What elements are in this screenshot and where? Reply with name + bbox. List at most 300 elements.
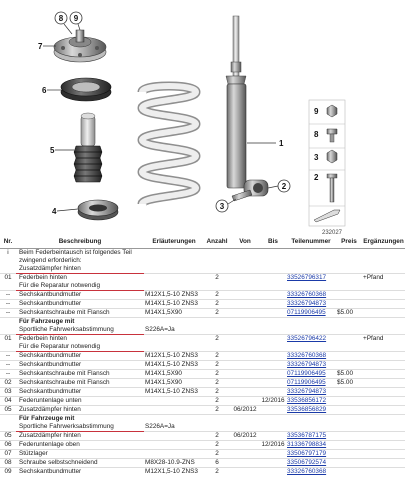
table-row — [0, 423, 405, 432]
row-from — [230, 458, 260, 467]
header-explanations: Erläuterungen — [144, 237, 204, 248]
row-supplement — [362, 467, 405, 476]
exploded-parts-diagram — [0, 0, 405, 236]
row-to — [260, 449, 286, 458]
table-row[interactable] — [0, 308, 405, 317]
row-price: $5.00 — [336, 369, 362, 378]
row-quantity: 6 — [204, 458, 230, 467]
row-quantity: 2 — [204, 351, 230, 360]
row-description: Sechskantschraube mit Flansch — [16, 308, 144, 317]
row-description: Zusatzdämpfer hinten — [16, 431, 144, 440]
row-supplement — [362, 414, 405, 423]
row-part-number[interactable]: 33536787175 — [286, 431, 336, 440]
row-description: Sportliche Fahrwerksabstimmung — [16, 423, 144, 432]
hardware-legend-panel — [309, 100, 345, 226]
svg-text:2: 2 — [281, 182, 287, 191]
row-from — [230, 334, 260, 343]
table-row[interactable] — [0, 360, 405, 369]
row-part-number — [286, 343, 336, 352]
row-from — [230, 360, 260, 369]
lower-spring-seat-part — [78, 200, 118, 220]
row-explanation: M14X1,5-10 ZNS3 — [144, 299, 204, 308]
row-supplement — [362, 326, 405, 335]
table-row — [0, 414, 405, 423]
row-number: -- — [0, 299, 16, 308]
row-explanation: S226A=Ja — [145, 422, 175, 430]
row-description: Zusatzdämpfer hinten — [16, 265, 144, 274]
row-to — [260, 265, 286, 274]
row-number — [0, 414, 16, 423]
row-part-number — [286, 257, 336, 265]
row-supplement — [362, 369, 405, 378]
row-number: -- — [0, 290, 16, 299]
table-header-row — [0, 237, 405, 248]
row-explanation — [144, 248, 204, 257]
row-number: 08 — [0, 458, 16, 467]
row-supplement — [362, 265, 405, 274]
callout-6 — [42, 86, 61, 95]
row-number: i — [7, 248, 9, 256]
row-from — [230, 317, 260, 326]
table-row — [0, 257, 405, 265]
row-description: Beim Federbeintausch ist folgendes Teil — [19, 248, 132, 256]
row-to — [260, 423, 286, 432]
table-row[interactable] — [0, 405, 405, 414]
svg-text:1: 1 — [279, 139, 284, 148]
row-quantity — [204, 265, 230, 274]
row-number — [0, 265, 16, 274]
table-row — [0, 265, 405, 274]
row-number: -- — [0, 351, 16, 360]
callout-1 — [247, 139, 284, 148]
row-price — [336, 248, 362, 257]
row-explanation — [144, 405, 204, 414]
row-quantity — [204, 257, 230, 265]
row-explanation — [144, 282, 204, 291]
row-from — [230, 369, 260, 378]
row-part-number[interactable]: 33506792574 — [286, 458, 336, 467]
row-price — [336, 458, 362, 467]
callout-7 — [38, 42, 56, 51]
row-quantity: 2 — [204, 431, 230, 440]
table-row[interactable] — [0, 387, 405, 396]
row-description: Sechskantbundmutter — [16, 387, 144, 396]
parts-table-body — [0, 248, 405, 476]
row-to — [260, 290, 286, 299]
row-quantity: 2 — [204, 334, 230, 343]
row-description: Sechskantbundmutter — [16, 360, 144, 369]
upper-spring-seat-part — [61, 78, 111, 101]
row-part-number[interactable]: 07119906495 — [286, 308, 336, 317]
row-explanation — [144, 257, 204, 265]
row-number: 02 — [0, 378, 16, 387]
row-supplement — [362, 257, 405, 265]
row-part-number — [286, 317, 336, 326]
row-explanation: M14X1,5-10 ZNS3 — [144, 387, 204, 396]
callout-2 — [268, 180, 290, 192]
row-price — [336, 343, 362, 352]
row-from — [230, 440, 260, 449]
row-supplement — [362, 378, 405, 387]
row-supplement — [362, 351, 405, 360]
row-number — [0, 317, 16, 326]
table-row[interactable] — [0, 299, 405, 308]
row-price — [336, 351, 362, 360]
row-from — [230, 273, 260, 282]
row-quantity: 2 — [204, 405, 230, 414]
row-from — [230, 378, 260, 387]
row-description: Sportliche Fahrwerksabstimmung — [16, 326, 144, 335]
row-from — [230, 396, 260, 405]
row-price — [336, 273, 362, 282]
callout-5 — [50, 146, 74, 155]
row-quantity: 2 — [204, 440, 230, 449]
row-part-number — [286, 326, 336, 335]
row-supplement — [362, 396, 405, 405]
row-supplement — [362, 317, 405, 326]
row-number: 05 — [0, 405, 16, 414]
header-part-number: Teilenummer — [286, 237, 336, 248]
row-price — [336, 290, 362, 299]
row-from — [230, 308, 260, 317]
row-explanation — [144, 449, 204, 458]
row-supplement — [362, 290, 405, 299]
row-number: 06 — [0, 440, 16, 449]
row-supplement — [362, 449, 405, 458]
row-part-number — [286, 423, 336, 432]
row-price — [336, 396, 362, 405]
row-part-number[interactable]: 33536856829 — [286, 405, 336, 414]
row-number: 03 — [0, 387, 16, 396]
table-row[interactable] — [0, 334, 405, 343]
row-part-number[interactable]: 33326760368 — [286, 290, 336, 299]
row-explanation — [144, 396, 204, 405]
row-quantity: 2 — [204, 449, 230, 458]
row-price — [336, 431, 362, 440]
row-number: 01 — [0, 273, 16, 282]
row-to — [260, 369, 286, 378]
header-supplements: Ergänzungen — [362, 237, 405, 248]
row-part-number — [286, 414, 336, 423]
row-to — [260, 414, 286, 423]
row-quantity: 2 — [204, 273, 230, 282]
row-from — [230, 343, 260, 352]
row-from — [230, 265, 260, 274]
row-price — [336, 265, 362, 274]
row-supplement — [362, 360, 405, 369]
row-to — [260, 334, 286, 343]
header-from: Von — [230, 237, 260, 248]
row-description: Stützlager — [16, 449, 144, 458]
row-part-number[interactable]: 33506797179 — [286, 449, 336, 458]
table-row[interactable] — [0, 378, 405, 387]
table-row — [0, 343, 405, 352]
row-to — [260, 467, 286, 476]
row-number — [0, 326, 16, 335]
row-part-number[interactable]: 33536856172 — [286, 396, 336, 405]
row-part-number[interactable]: 31336798834 — [286, 440, 336, 449]
table-row[interactable] — [0, 467, 405, 476]
row-explanation — [144, 317, 204, 326]
row-explanation: M8X28-10.9-ZNS — [144, 458, 204, 467]
row-from — [230, 290, 260, 299]
row-price — [336, 257, 362, 265]
row-explanation — [144, 265, 204, 274]
row-price — [336, 326, 362, 335]
row-number: -- — [0, 369, 16, 378]
row-price — [336, 282, 362, 291]
row-part-number[interactable]: 33326760368 — [286, 467, 336, 476]
row-to — [260, 248, 286, 257]
row-description: Schraube selbstschneidend — [16, 458, 144, 467]
row-quantity — [204, 282, 230, 291]
row-quantity: 2 — [204, 360, 230, 369]
row-supplement — [362, 423, 405, 432]
svg-text:8: 8 — [58, 14, 64, 23]
row-number — [0, 257, 16, 265]
row-description: Für Fahrzeuge mit — [16, 414, 144, 423]
row-to: 12/2016 — [261, 440, 285, 448]
header-quantity: Anzahl — [204, 237, 230, 248]
row-to — [260, 308, 286, 317]
row-price: $5.00 — [336, 378, 362, 387]
row-quantity: 2 — [204, 387, 230, 396]
row-to — [260, 458, 286, 467]
svg-text:6: 6 — [42, 86, 47, 95]
svg-text:9: 9 — [314, 107, 319, 116]
row-description: Sechskantschraube mit Flansch — [16, 378, 144, 387]
row-explanation — [144, 440, 204, 449]
row-quantity: 2 — [204, 396, 230, 405]
row-part-number — [286, 265, 336, 274]
row-description: Sechskantschraube mit Flansch — [16, 369, 144, 378]
row-description: Für Fahrzeuge mit — [16, 317, 144, 326]
row-explanation: M12X1,5-10 ZNS3 — [144, 290, 204, 299]
row-part-number[interactable]: 33326794873 — [286, 360, 336, 369]
row-to — [260, 343, 286, 352]
row-number: 05 — [0, 431, 16, 440]
row-from — [230, 326, 260, 335]
row-to — [260, 431, 286, 440]
row-to — [260, 317, 286, 326]
table-row[interactable] — [0, 290, 405, 299]
row-number — [0, 282, 16, 291]
row-quantity: 2 — [204, 369, 230, 378]
row-explanation: M12X1,5-10 ZNS3 — [144, 351, 204, 360]
row-to — [260, 273, 286, 282]
row-from — [230, 282, 260, 291]
table-row[interactable] — [0, 396, 405, 405]
row-part-number[interactable]: 33526796422 — [286, 334, 336, 343]
row-description: Für die Reparatur notwendig — [16, 343, 144, 352]
row-from — [230, 299, 260, 308]
row-from — [230, 248, 260, 257]
row-price — [336, 423, 362, 432]
row-to — [260, 360, 286, 369]
row-explanation — [144, 334, 204, 343]
row-explanation: M14X1,5X90 — [144, 378, 204, 387]
table-row[interactable] — [0, 458, 405, 467]
row-quantity: 2 — [204, 308, 230, 317]
row-explanation — [144, 343, 204, 352]
row-price — [336, 360, 362, 369]
callout-8 — [55, 12, 72, 34]
row-supplement — [362, 440, 405, 449]
row-description: Sechskantbundmutter — [16, 290, 144, 299]
row-part-number — [286, 248, 336, 257]
row-part-number[interactable]: 33326760368 — [286, 351, 336, 360]
row-supplement — [362, 387, 405, 396]
header-nr: Nr. — [0, 237, 16, 248]
row-supplement — [362, 431, 405, 440]
row-from — [230, 351, 260, 360]
row-to — [260, 387, 286, 396]
row-quantity — [204, 317, 230, 326]
row-quantity — [204, 248, 230, 257]
svg-text:9: 9 — [73, 14, 79, 23]
row-supplement — [362, 308, 405, 317]
row-supplement — [362, 248, 405, 257]
row-explanation: M14X1,5X90 — [144, 369, 204, 378]
row-quantity: 2 — [204, 467, 230, 476]
row-explanation: M14X1,5X90 — [144, 308, 204, 317]
row-quantity — [204, 326, 230, 335]
row-description: Sechskantbundmutter — [16, 299, 144, 308]
header-price: Preis — [336, 237, 362, 248]
table-row[interactable] — [0, 449, 405, 458]
row-from: 06/2012 — [230, 405, 260, 414]
row-number — [0, 423, 16, 432]
row-from — [230, 257, 260, 265]
table-row — [0, 317, 405, 326]
row-to — [260, 405, 286, 414]
row-price — [336, 440, 362, 449]
row-number: 09 — [0, 467, 16, 476]
diagram-id: 232027 — [322, 230, 343, 236]
row-to — [260, 326, 286, 335]
row-number: 04 — [0, 396, 16, 405]
row-explanation — [144, 414, 204, 423]
row-price — [336, 467, 362, 476]
row-to — [260, 299, 286, 308]
parts-table — [0, 237, 405, 476]
parts-list — [0, 237, 405, 476]
row-to: 12/2016 — [261, 396, 285, 404]
row-price — [336, 405, 362, 414]
row-price — [336, 449, 362, 458]
header-to: Bis — [260, 237, 286, 248]
row-description: Federbein hinten — [16, 334, 144, 343]
row-description: Zusatzdämpfer hinten — [16, 405, 144, 414]
row-quantity — [204, 414, 230, 423]
row-number — [0, 343, 16, 352]
row-number: -- — [0, 308, 16, 317]
row-part-number[interactable]: 33526796317 — [286, 273, 336, 282]
row-part-number[interactable]: 33326794873 — [286, 299, 336, 308]
row-number: -- — [0, 360, 16, 369]
table-row[interactable] — [0, 431, 405, 440]
row-description: Für die Reparatur notwendig — [16, 282, 144, 291]
row-to — [260, 378, 286, 387]
svg-text:3: 3 — [314, 153, 319, 162]
svg-text:2: 2 — [314, 173, 319, 182]
row-from — [230, 423, 260, 432]
row-quantity: 2 — [204, 299, 230, 308]
row-supplement — [362, 458, 405, 467]
row-from: 06/2012 — [230, 431, 260, 440]
callout-4 — [52, 207, 78, 216]
row-supplement: +Pfand — [362, 334, 405, 343]
row-part-number[interactable]: 07119906495 — [286, 378, 336, 387]
table-row — [0, 282, 405, 291]
row-supplement — [362, 299, 405, 308]
row-explanation: M14X1,5-10 ZNS3 — [144, 360, 204, 369]
row-number: 07 — [0, 449, 16, 458]
svg-text:8: 8 — [314, 130, 319, 139]
row-quantity: 2 — [204, 378, 230, 387]
svg-text:7: 7 — [38, 42, 43, 51]
row-price — [336, 414, 362, 423]
row-number: 01 — [0, 334, 16, 343]
bump-stop-part — [74, 113, 102, 182]
row-price — [336, 299, 362, 308]
row-part-number[interactable]: 07119906495 — [286, 369, 336, 378]
table-row — [0, 326, 405, 335]
svg-text:4: 4 — [52, 207, 57, 216]
support-bearing-part — [54, 30, 106, 62]
row-description: Federbein hinten — [16, 273, 144, 282]
row-quantity: 2 — [204, 290, 230, 299]
row-to — [260, 351, 286, 360]
row-from — [230, 467, 260, 476]
header-description: Beschreibung — [16, 237, 144, 248]
row-supplement — [362, 343, 405, 352]
row-explanation: M12X1,5-10 ZNS3 — [144, 467, 204, 476]
svg-text:5: 5 — [50, 146, 55, 155]
row-from — [230, 449, 260, 458]
row-to — [260, 282, 286, 291]
row-from — [230, 387, 260, 396]
row-description: Federuntenlage unten — [16, 396, 144, 405]
row-quantity — [204, 343, 230, 352]
table-row[interactable] — [0, 369, 405, 378]
row-quantity — [204, 423, 230, 432]
row-supplement: +Pfand — [362, 273, 405, 282]
row-from — [230, 414, 260, 423]
row-description: zwingend erforderlich: — [19, 256, 82, 264]
row-supplement — [362, 405, 405, 414]
coil-spring-part — [142, 86, 196, 204]
row-price — [336, 334, 362, 343]
row-price: $5.00 — [336, 308, 362, 317]
row-description: Federuntenlage oben — [16, 440, 144, 449]
row-supplement — [362, 282, 405, 291]
row-price — [336, 387, 362, 396]
shock-absorber-part — [226, 16, 268, 196]
row-price — [336, 317, 362, 326]
row-to — [260, 257, 286, 265]
table-row — [0, 248, 405, 257]
row-explanation: S226A=Ja — [145, 325, 175, 333]
table-row[interactable] — [0, 440, 405, 449]
row-description: Sechskantbundmutter — [16, 351, 144, 360]
row-description: Sechskantbundmutter — [16, 467, 144, 476]
table-row[interactable] — [0, 273, 405, 282]
row-explanation — [144, 273, 204, 282]
row-part-number[interactable]: 33326794873 — [286, 387, 336, 396]
callout-9 — [70, 12, 82, 30]
table-row[interactable] — [0, 351, 405, 360]
